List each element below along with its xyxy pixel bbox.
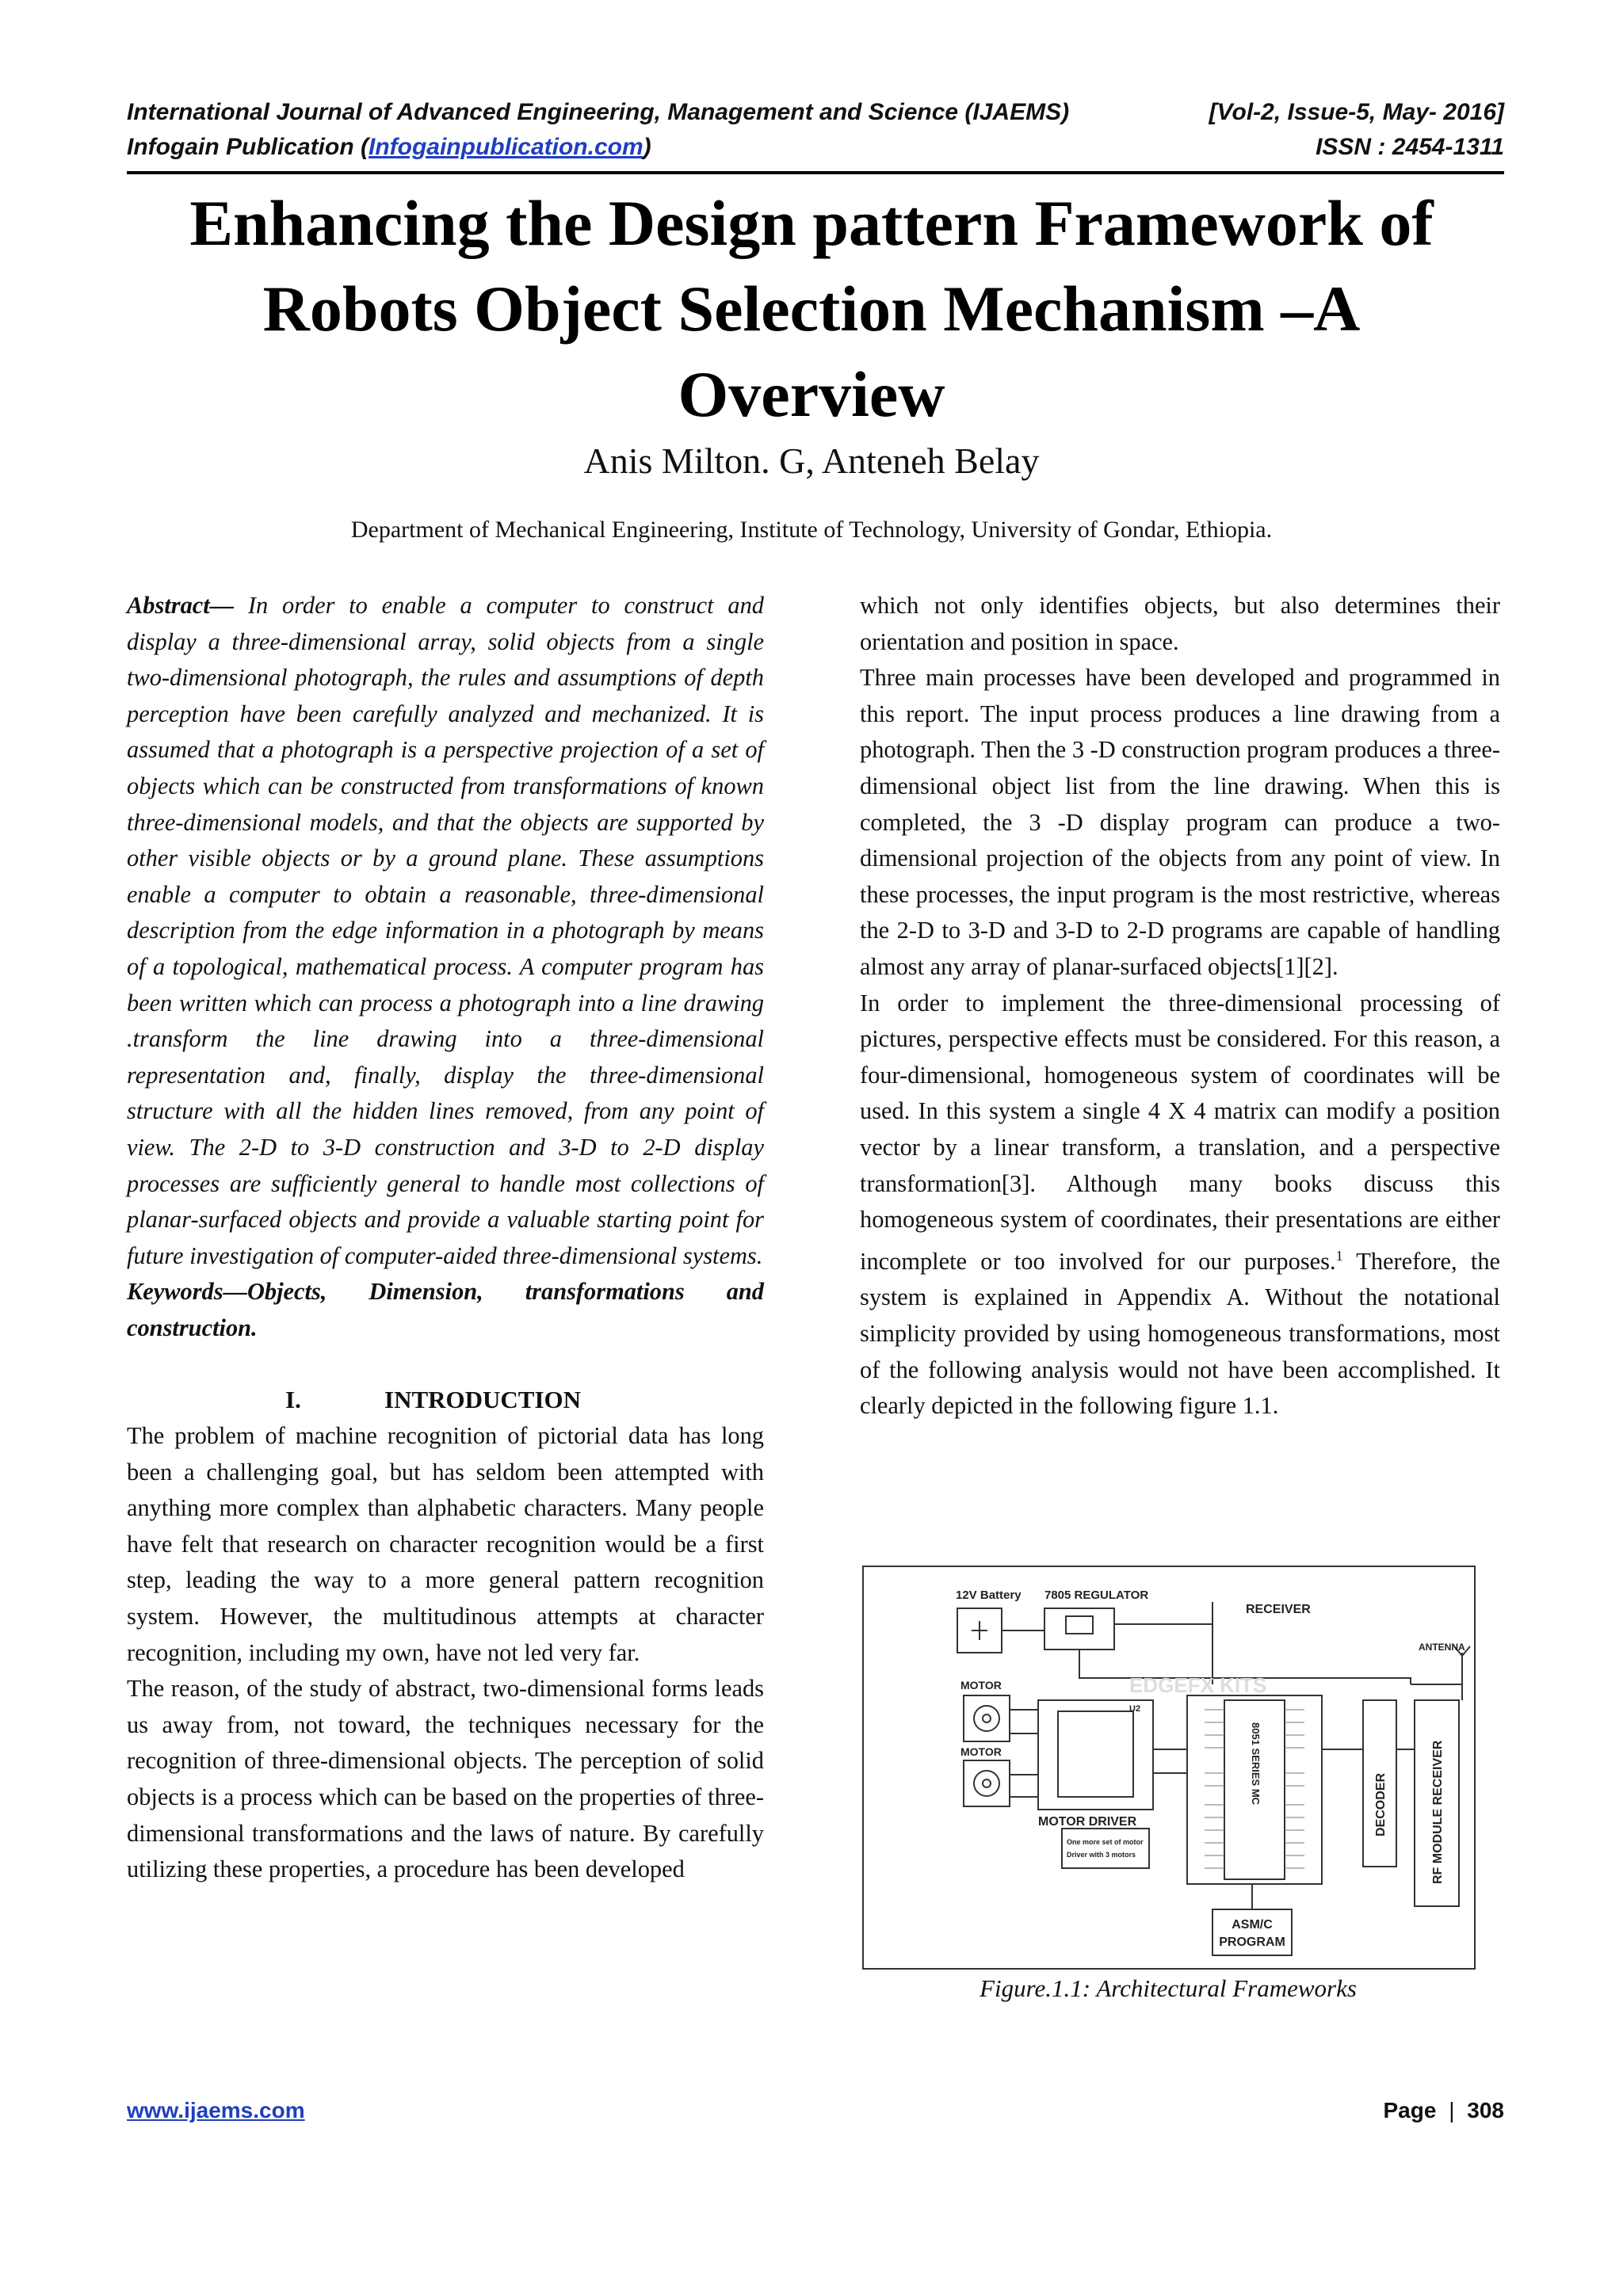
page-footer <box>1384 2098 1505 2123</box>
publisher-link[interactable]: Infogainpublication.com <box>368 134 643 160</box>
label-ic: U2 <box>1129 1704 1141 1714</box>
title-line-2: Robots Object Selection Mechanism –A <box>262 273 1361 345</box>
title-line-3: Overview <box>678 358 945 430</box>
section-heading <box>127 1382 764 1418</box>
header-rule <box>127 171 1504 174</box>
label-motor-2: MOTOR <box>960 1745 1002 1758</box>
right-paragraph-2: Three main processes have been developed and programmed in this report. The input process produces a line drawing from a photograph. Then the 3 -D construction program produces a three-dimensional object list from the line drawing. When this is completed, the 3 -D display program can produce a two-dimensional projection of the objects from any point of view. In these processes, the input program is the most restrictive, whereas the 2-D to 3-D and 3-D to 2-D programs are capable of handling almost any array of planar-surfaced objects[1][2]. <box>860 664 1500 980</box>
label-motor-1: MOTOR <box>960 1679 1002 1691</box>
intro-paragraph-2: The reason, of the study of abstract, two-dimensional forms leads us away from, not toward, the techniques necessary for the recognition of three-dimensional objects. The perception of solid objects is a process which can be based on the properties of three-dimensional transformations and the laws of nature. By carefully utilizing these properties, a procedure has been developed <box>127 1675 764 1883</box>
page-separator: | <box>1449 2098 1455 2122</box>
label-watermark: EDGEFX KITS <box>1129 1673 1267 1697</box>
abstract-label: Abstract— <box>127 592 235 619</box>
page-number: 308 <box>1467 2098 1504 2122</box>
right-paragraph-3a: In order to implement the three-dimensional processing of pictures, perspective effects must be considered. For this reason, a four-dimensional, homogeneous system of coordinates will be used. In this system a single 4 X 4 matrix can modify a position vector by a linear transform, a translation, and a perspective transformation[3]. Although many books discuss this homogeneous system of coordinates, their presentations are either incomplete or too involved for our purposes. <box>860 989 1500 1275</box>
label-mcu: 8051 SERIES MC <box>1250 1722 1262 1806</box>
regulator-box <box>1044 1608 1114 1650</box>
section-title: INTRODUCTION <box>384 1386 582 1414</box>
label-receiver: RECEIVER <box>1246 1603 1311 1616</box>
authors: Anis Milton. G, Anteneh Belay <box>583 441 1040 481</box>
keywords-label: Keywords— <box>127 1278 247 1306</box>
figure-frame <box>862 1566 1476 1970</box>
label-driver-note-1: One more set of motor <box>1067 1838 1144 1846</box>
label-antenna: ANTENNA <box>1419 1642 1465 1653</box>
label-rf-module: RF MODULE RECEIVER <box>1431 1740 1445 1884</box>
driver-note-box <box>1062 1829 1149 1868</box>
publisher-suffix: ) <box>643 134 651 160</box>
footnote-ref[interactable]: 1 <box>1335 1247 1343 1264</box>
journal-name: International Journal of Advanced Engineering, Management and Science (IJAEMS) <box>127 99 1070 125</box>
intro-paragraph-1: The problem of machine recognition of pictorial data has long been a challenging goal, but has seldom been attempted with anything more complex than alphabetic characters. Many people have felt that research on character recognition would be a first step, leading the way to a more general pattern recognition system. However, the multitudinous attempts at character recognition, including my own, have not led very far. <box>127 1422 764 1666</box>
label-program-1: ASM/C <box>1232 1918 1273 1932</box>
title-line-1: Enhancing the Design pattern Framework of <box>189 187 1434 259</box>
keywords-text: Objects, Dimension, transformations and construction. <box>127 1278 764 1341</box>
right-paragraph-3 <box>860 986 1500 1425</box>
abstract <box>127 588 764 1274</box>
label-regulator: 7805 REGULATOR <box>1044 1589 1149 1602</box>
label-motor-driver: MOTOR DRIVER <box>1038 1815 1137 1829</box>
motor-driver-box <box>1038 1700 1153 1810</box>
paper-title <box>95 181 1528 437</box>
issn: ISSN : 2454-1311 <box>1316 134 1504 160</box>
page-label: Page <box>1383 2098 1437 2122</box>
affiliation: Department of Mechanical Engineering, Institute of Technology, University of Gondar, Ethiopia. <box>350 517 1273 543</box>
journal-website-link[interactable]: www.ijaems.com <box>127 2098 305 2122</box>
label-program-2: PROGRAM <box>1219 1936 1285 1949</box>
label-driver-note-2: Driver with 3 motors <box>1067 1851 1136 1859</box>
motor-2-box <box>964 1760 1010 1806</box>
section-number: I. <box>285 1386 301 1414</box>
figure-caption: Figure.1.1: Architectural Frameworks <box>980 1974 1357 2002</box>
footer-url <box>127 2098 305 2123</box>
right-column <box>860 588 1500 1425</box>
abstract-text: In order to enable a computer to construct and display a three-dimensional array, solid objects from a single two-dimensional photograph, the rules and assumptions of depth perception have been carefully analyzed and mechanized. It is assumed that a photograph is a perspective projection of a set of objects which can be constructed from transformations of known three-dimensional models, and that the objects are supported by other visible objects or by a ground plane. These assumptions enable a computer to obtain a reasonable, three-dimensional description from the edge information in a photograph by means of a topological, mathematical process. A computer program has been written which can process a photograph into a line drawing .transform the line drawing into a three-dimensional representation and, finally, display the three-dimensional structure with all the hidden lines removed, from any point of view. The 2-D to 3-D construction and 3-D to 2-D display processes are sufficiently general to handle most collections of planar-surfaced objects and provide a valuable starting point for future investigation of computer-aided three-dimensional systems. <box>127 592 764 1269</box>
publisher-line <box>127 132 651 163</box>
right-paragraph-1: which not only identifies objects, but also determines their orientation and position in space. <box>860 592 1500 655</box>
volume-info: [Vol-2, Issue-5, May- 2016] <box>1209 99 1504 125</box>
keywords <box>127 1274 764 1346</box>
architecture-diagram <box>864 1567 1474 1968</box>
label-decoder: DECODER <box>1374 1772 1388 1836</box>
publisher-prefix: Infogain Publication ( <box>127 134 369 160</box>
left-column <box>127 588 764 1888</box>
motor-1-box <box>964 1695 1010 1741</box>
right-paragraph-3b: Therefore, the system is explained in Appendix A. Without the notational simplicity provided by using homogeneous transformations, most of the following analysis would not have been accomplished. It clearly depicted in the following figure 1.1. <box>860 1247 1501 1420</box>
label-battery: 12V Battery <box>956 1589 1022 1602</box>
